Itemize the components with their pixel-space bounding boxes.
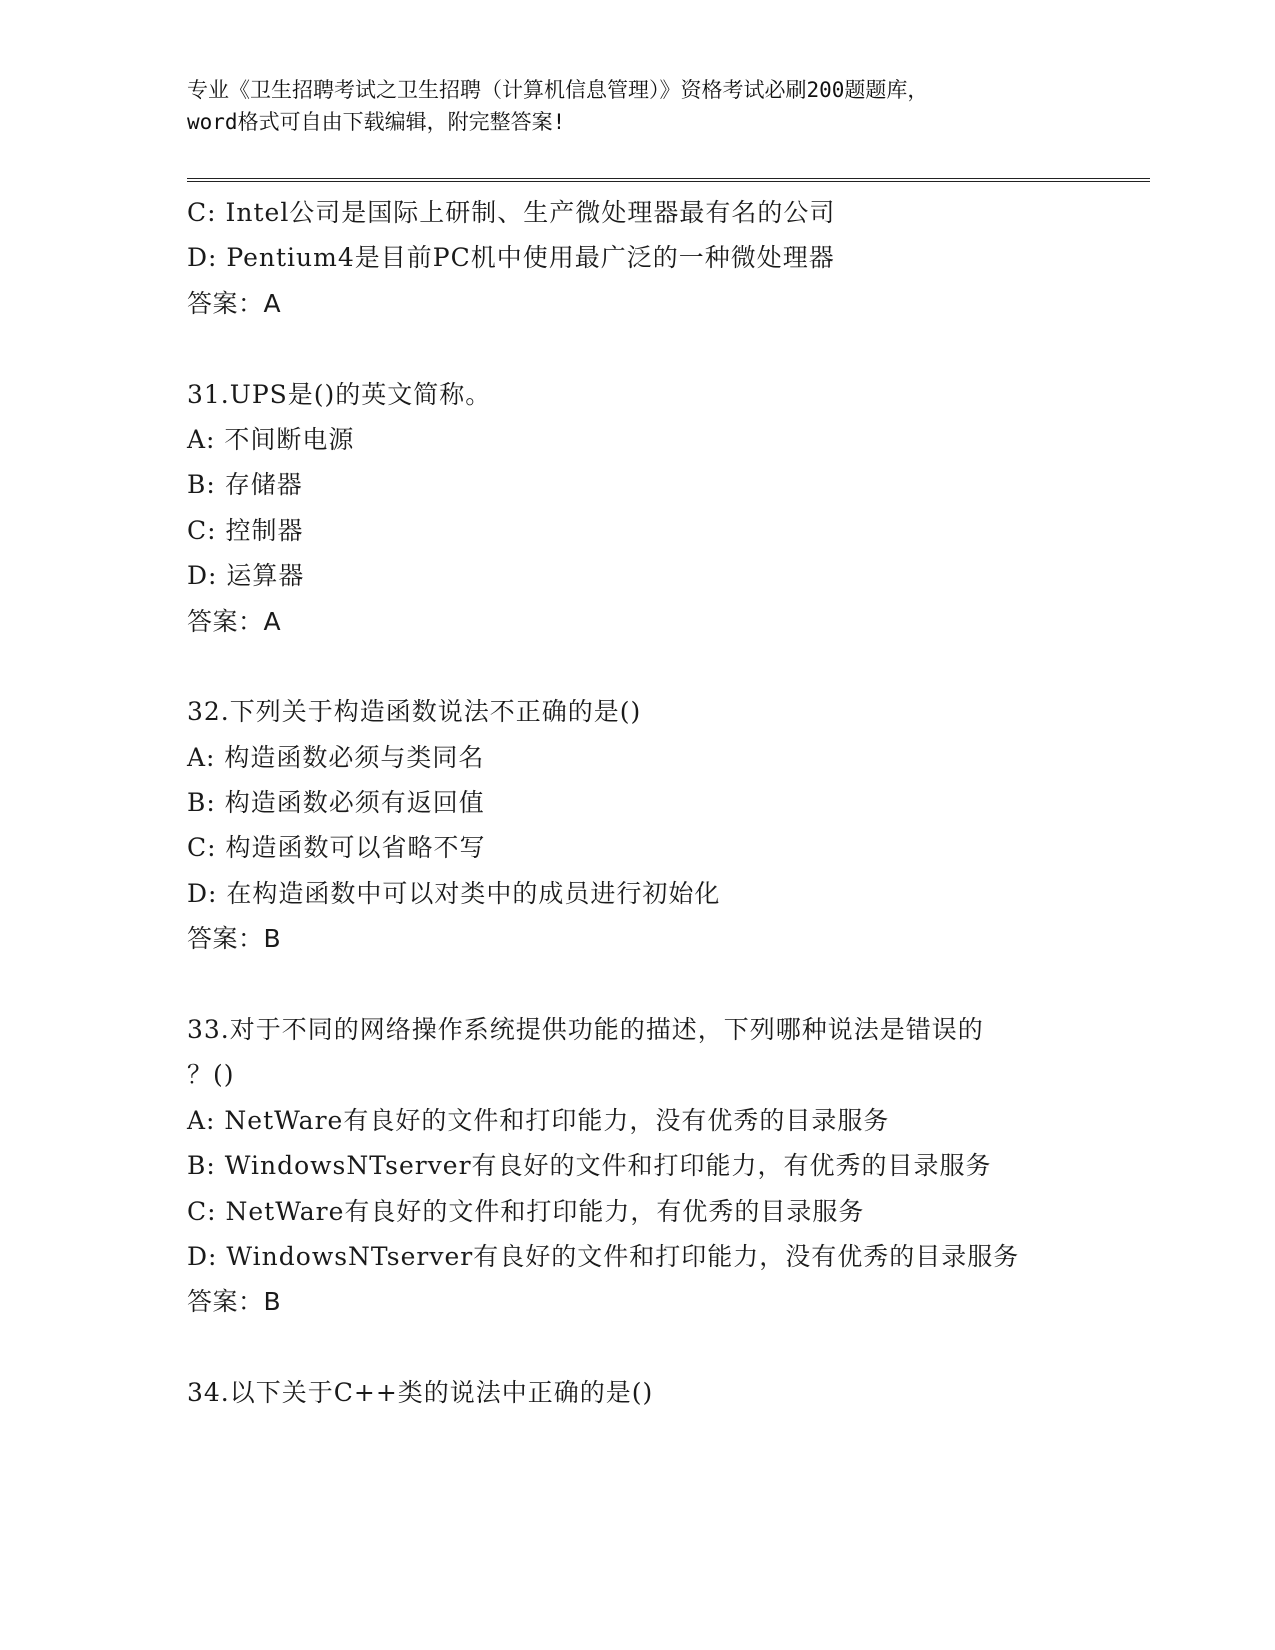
question-30-answer: 答案：A bbox=[187, 288, 282, 318]
question-33-stem-line-1: 33.对于不同的网络操作系统提供功能的描述，下列哪种说法是错误的 bbox=[187, 1015, 984, 1045]
question-33-option-c: C: NetWare有良好的文件和打印能力，有优秀的目录服务 bbox=[187, 1196, 865, 1226]
question-31-option-d: D: 运算器 bbox=[187, 561, 305, 591]
question-34-stem: 34.以下关于C++类的说法中正确的是() bbox=[187, 1378, 654, 1408]
question-33-option-a: A: NetWare有良好的文件和打印能力，没有优秀的目录服务 bbox=[187, 1105, 890, 1135]
question-32-option-d: D: 在构造函数中可以对类中的成员进行初始化 bbox=[187, 878, 721, 908]
question-32-option-a: A: 构造函数必须与类同名 bbox=[187, 742, 485, 772]
question-32-option-b: B: 构造函数必须有返回值 bbox=[187, 788, 485, 818]
spacer bbox=[187, 1325, 1117, 1370]
spacer bbox=[187, 326, 1117, 371]
header-double-rule bbox=[187, 178, 1150, 182]
document-header bbox=[187, 74, 1087, 138]
question-33-option-b: B: WindowsNTserver有良好的文件和打印能力，有优秀的目录服务 bbox=[187, 1151, 992, 1181]
question-30-option-d: D: Pentium4是目前PC机中使用最广泛的一种微处理器 bbox=[187, 243, 835, 273]
question-30-option-c: C: Intel公司是国际上研制、生产微处理器最有名的公司 bbox=[187, 198, 836, 227]
question-31-answer: 答案：A bbox=[187, 606, 282, 636]
question-33-option-d: D: WindowsNTserver有良好的文件和打印能力，没有优秀的目录服务 bbox=[187, 1241, 1020, 1271]
question-list bbox=[187, 190, 1117, 1416]
header-title-line-2: word格式可自由下载编辑，附完整答案! bbox=[187, 110, 566, 134]
spacer bbox=[187, 644, 1117, 689]
header-title-line-1: 专业《卫生招聘考试之卫生招聘（计算机信息管理）》资格考试必刷200题题库， bbox=[187, 78, 929, 102]
question-32-option-c: C: 构造函数可以省略不写 bbox=[187, 833, 486, 863]
question-32-answer: 答案：B bbox=[187, 924, 282, 954]
question-33-stem-line-2: ？() bbox=[187, 1060, 235, 1090]
question-33-answer: 答案：B bbox=[187, 1287, 282, 1317]
question-31-stem: 31.UPS是()的英文简称。 bbox=[187, 379, 492, 409]
question-31-option-b: B: 存储器 bbox=[187, 470, 303, 500]
spacer bbox=[187, 962, 1117, 1007]
question-31-option-a: A: 不间断电源 bbox=[187, 424, 355, 454]
question-32-stem: 32.下列关于构造函数说法不正确的是() bbox=[187, 697, 642, 727]
question-31-option-c: C: 控制器 bbox=[187, 515, 304, 545]
